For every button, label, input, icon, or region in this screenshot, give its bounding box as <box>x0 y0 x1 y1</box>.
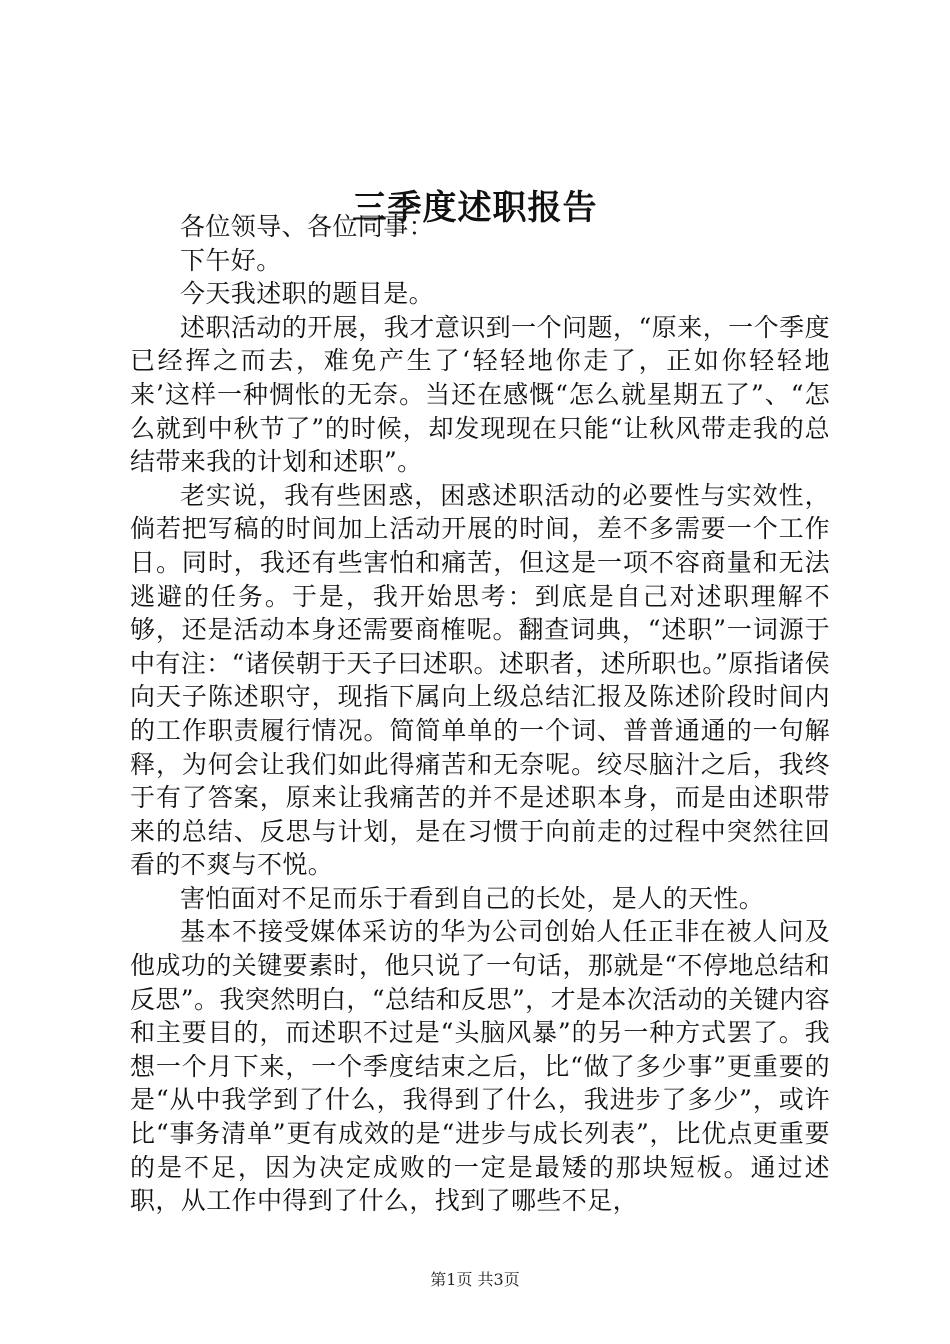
paragraph-realization: 述职活动的开展，我才意识到一个问题，“原来，一个季度已经挥之而去，难免产生了‘轻轻地你走了，正如你轻轻地来’这样一种惆怅的无奈。当还在感慨“怎么就星期五了”、“怎么就到中秋节了”的时候，却发现现在只能“让秋风带走我的总结带来我的计划和述职”。 <box>130 312 830 477</box>
document-title: 三季度述职报告 <box>352 188 598 228</box>
paragraph-topic: 今天我述职的题目是。 <box>180 279 435 309</box>
paragraph-reflection: 基本不接受媒体采访的华为公司创始人任正非在被人问及他成功的关键要素时，他只说了一句话，那就是“不停地总结和反思”。我突然明白，“总结和反思”，才是本次活动的关键内容和主要目的，而述职不过是“头脑风暴”的另一种方式罢了。我想一个月下来，一个季度结束之后，比“做了多少事”更重要的是“从中我学到了什么，我得到了什么，我进步了多少”，或许比“事务清单”更有成效的是“进步与成长列表”，比优点更重要的是不足，因为决定成败的一定是最矮的那块短板。通过述职，从工作中得到了什么，找到了哪些不足， <box>130 917 830 1216</box>
paragraph-good-afternoon: 下午好。 <box>180 245 282 275</box>
document-body <box>130 210 830 1218</box>
paragraph-human-nature: 害怕面对不足而乐于看到自己的长处，是人的天性。 <box>180 883 765 913</box>
page-number-footer: 第1页 共3页 <box>430 1270 520 1289</box>
paragraph-confusion: 老实说，我有些困惑，困惑述职活动的必要性与实效性，倘若把写稿的时间加上活动开展的时间，差不多需要一个工作日。同时，我还有些害怕和痛苦，但这是一项不容商量和无法逃避的任务。于是，我开始思考：到底是自己对述职理解不够，还是活动本身还需要商榷呢。翻查词典，“述职”一词源于中有注：“诸侯朝于天子曰述职。述职者，述所职也。”原指诸侯向天子陈述职守，现指下属向上级总结汇报及陈述阶段时间内的工作职责履行情况。简简单单的一个词、普普通通的一句解释，为何会让我们如此得痛苦和无奈呢。绞尽脑汁之后，我终于有了答案，原来让我痛苦的并不是述职本身，而是由述职带来的总结、反思与计划，是在习惯于向前走的过程中突然往回看的不爽与不悦。 <box>130 480 830 880</box>
paragraph-greeting: 各位领导、各位同事： <box>180 212 435 241</box>
